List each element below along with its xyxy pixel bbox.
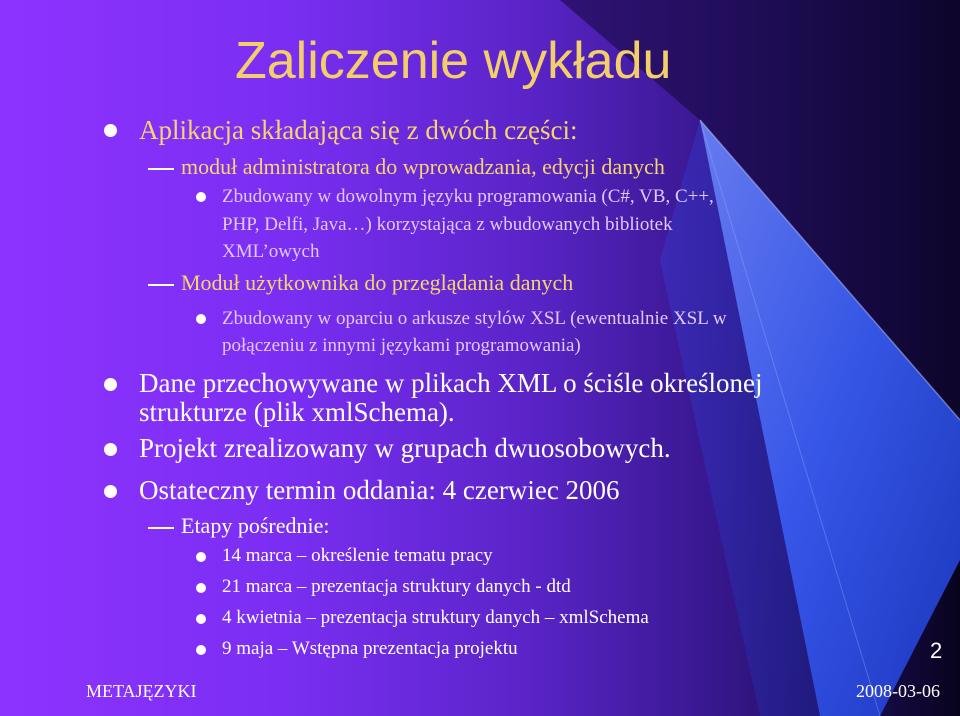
bullet-text: połączeniu z innymi językami programowania) <box>222 335 581 356</box>
bullet-text: Etapy pośrednie: <box>181 513 330 538</box>
bullet-dot-icon <box>196 552 206 562</box>
bullet-dot-icon <box>196 614 206 624</box>
slide-title: Zaliczenie wykładu <box>235 32 672 90</box>
bullet-text: Aplikacja składająca się z dwóch części: <box>139 115 578 145</box>
bullet-text: Zbudowany w dowolnym języku programowania (C#, VB, C++, <box>222 186 714 207</box>
bullet-text: moduł administratora do wprowadzania, edycji danych <box>181 154 665 179</box>
bullet-text: Moduł użytkownika do przeglądania danych <box>181 270 574 295</box>
bullet-text: Ostateczny termin oddania: 4 czerwiec 2006 <box>139 475 620 505</box>
bullet-text: 9 maja – Wstępna prezentacja projektu <box>222 638 518 659</box>
bullet-dot-icon <box>104 443 117 456</box>
bullet-text: 4 kwietnia – prezentacja struktury danych – xmlSchema <box>222 607 649 628</box>
dash-bullet-icon <box>148 527 174 529</box>
page-number: 2 <box>930 638 943 663</box>
bullet-dot-icon <box>196 192 206 202</box>
footer-left: METAJĘZYKI <box>86 681 197 701</box>
bullet-text: strukturze (plik xmlSchema). <box>139 397 455 427</box>
bullet-dot-icon <box>196 645 206 655</box>
bullet-text: PHP, Delfi, Java…) korzystająca z wbudowanych bibliotek <box>222 214 673 235</box>
bullet-text: Projekt zrealizowany w grupach dwuosobowych. <box>139 433 671 463</box>
footer-date: 2008-03-06 <box>856 681 940 701</box>
bullet-text: 21 marca – prezentacja struktury danych - dtd <box>222 576 571 597</box>
dash-bullet-icon <box>148 284 174 286</box>
bullet-text: XML’owych <box>222 241 320 262</box>
bullet-dot-icon <box>104 485 117 498</box>
bullet-dot-icon <box>104 378 117 391</box>
bullet-dot-icon <box>196 583 206 593</box>
bullet-dot-icon <box>196 314 206 324</box>
bullet-text: Zbudowany w oparciu o arkusze stylów XSL (ewentualnie XSL w <box>222 308 727 329</box>
bullet-dot-icon <box>104 124 117 137</box>
bullet-text: 14 marca – określenie tematu pracy <box>222 545 493 566</box>
dash-bullet-icon <box>148 168 174 170</box>
bullet-text: Dane przechowywane w plikach XML o ściśle określonej <box>139 368 763 398</box>
